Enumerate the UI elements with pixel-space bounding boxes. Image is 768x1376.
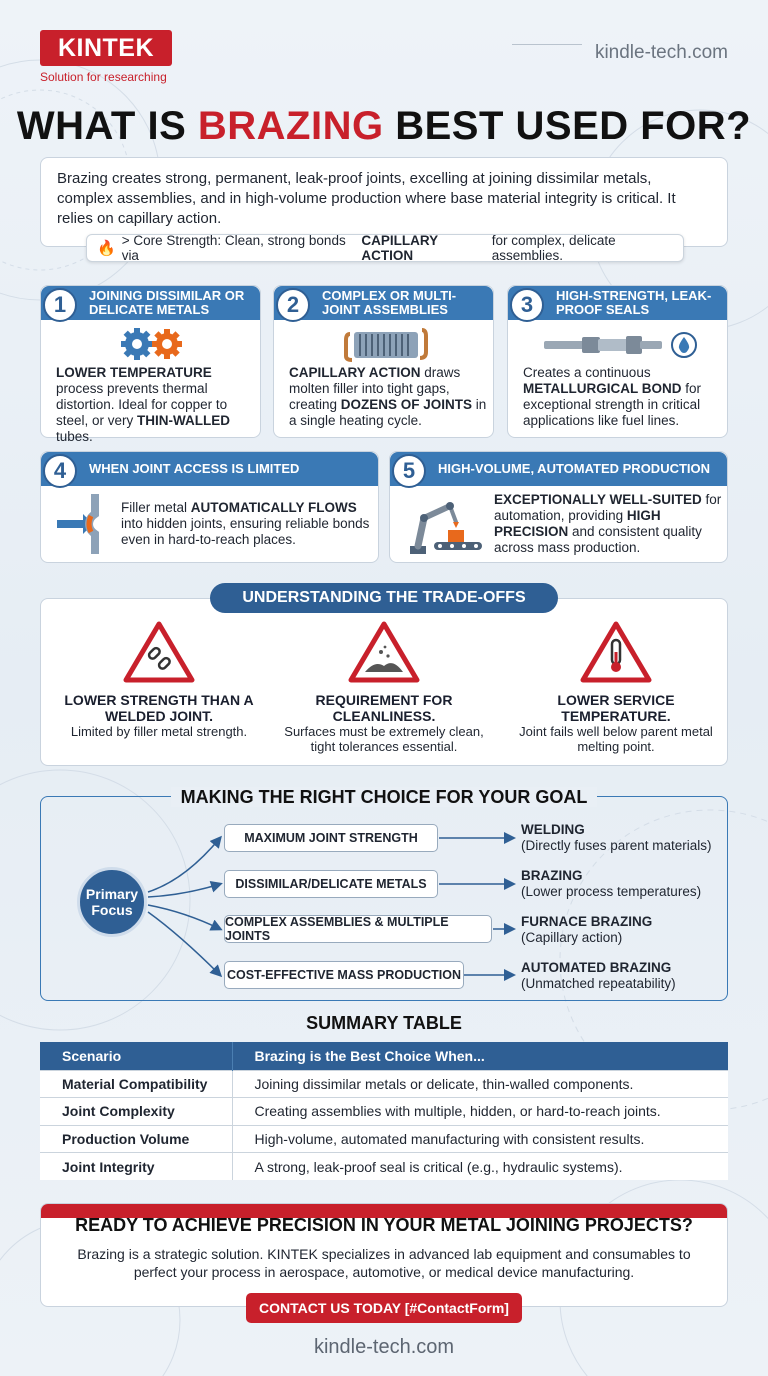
goal-result: BRAZING (Lower process temperatures) <box>521 868 702 899</box>
card-header: WHEN JOINT ACCESS IS LIMITED <box>41 452 378 486</box>
table-header: Brazing is the Best Choice When... <box>232 1042 728 1070</box>
table-cell: Creating assemblies with multiple, hidden, or hard-to-reach joints. <box>232 1098 728 1126</box>
logo-tagline: Solution for researching <box>40 70 167 84</box>
tradeoffs-title: UNDERSTANDING THE TRADE-OFFS <box>210 583 558 613</box>
goal-option: DISSIMILAR/DELICATE METALS <box>224 870 438 898</box>
goal-result: WELDING (Directly fuses parent materials) <box>521 822 712 853</box>
site-url-top[interactable]: kindle-tech.com <box>594 42 728 63</box>
card-header: JOINING DISSIMILAR OR DELICATE METALS <box>41 286 260 320</box>
tradeoff-heading: REQUIREMENT FOR CLEANLINESS. <box>315 692 453 724</box>
table-cell: Joint Complexity <box>40 1098 232 1126</box>
card-text: Creates a continuous METALLURGICAL BOND for exceptional strength in critical applications like fuel lines. <box>523 365 702 428</box>
goal-option: COST-EFFECTIVE MASS PRODUCTION <box>224 961 464 989</box>
table-row <box>40 1125 728 1153</box>
card-number: 3 <box>510 288 544 322</box>
primary-focus-node: Primary Focus <box>77 867 147 937</box>
card-header: COMPLEX OR MULTI-JOINT ASSEMBLIES <box>274 286 493 320</box>
tradeoff-text: Joint fails well below parent metal melting point. <box>519 724 713 754</box>
tradeoff-text: Surfaces must be extremely clean, tight tolerances essential. <box>284 724 484 754</box>
choice-title: MAKING THE RIGHT CHOICE FOR YOUR GOAL <box>0 787 768 808</box>
cta-heading: READY TO ACHIEVE PRECISION IN YOUR METAL JOINING PROJECTS? <box>75 1215 693 1235</box>
table-header-row <box>40 1042 728 1070</box>
summary-table-title: SUMMARY TABLE <box>306 1013 462 1033</box>
tradeoff-heading: LOWER SERVICE TEMPERATURE. <box>557 692 675 724</box>
summary-table <box>40 1042 728 1180</box>
table-cell: Production Volume <box>40 1125 232 1153</box>
goal-option: MAXIMUM JOINT STRENGTH <box>224 824 438 852</box>
core-strength-banner: 🔥 > Core Strength: Clean, strong bonds via CAPILLARY ACTION for complex, delicate assemblies. <box>86 234 684 262</box>
intro-text: Brazing creates strong, permanent, leak-proof joints, excelling at joining dissimilar metals, complex assemblies, and in high-volume production where base material integrity is critical. It relies on capillary action. <box>40 157 728 247</box>
card-number: 5 <box>392 454 426 488</box>
table-cell: Material Compatibility <box>40 1070 232 1098</box>
table-row <box>40 1098 728 1126</box>
cta-text: Brazing is a strategic solution. KINTEK specializes in advanced lab equipment and consumables to perfect your process in aerospace, automotive, or medical device manufacturing. <box>77 1246 691 1280</box>
card-text: Filler metal AUTOMATICALLY FLOWS into hidden joints, ensuring reliable bonds even in hard-to-reach places. <box>121 500 370 547</box>
card-number: 2 <box>276 288 310 322</box>
contact-button[interactable]: CONTACT US TODAY [#ContactForm] <box>246 1293 522 1323</box>
table-header: Scenario <box>40 1042 232 1070</box>
table-cell: A strong, leak-proof seal is critical (e.g., hydraulic systems). <box>232 1153 728 1181</box>
card-number: 1 <box>43 288 77 322</box>
goal-result: AUTOMATED BRAZING (Unmatched repeatability) <box>521 960 676 991</box>
tradeoff-heading: LOWER STRENGTH THAN A WELDED JOINT. <box>64 692 254 724</box>
table-cell: Joint Integrity <box>40 1153 232 1181</box>
table-cell: Joining dissimilar metals or delicate, thin-walled components. <box>232 1070 728 1098</box>
card-header: HIGH-STRENGTH, LEAK-PROOF SEALS <box>508 286 727 320</box>
card-header: HIGH-VOLUME, AUTOMATED PRODUCTION <box>390 452 727 486</box>
fire-icon: 🔥 <box>97 240 116 257</box>
table-row <box>40 1070 728 1098</box>
table-cell: High-volume, automated manufacturing with consistent results. <box>232 1125 728 1153</box>
goal-result: FURNACE BRAZING (Capillary action) <box>521 914 653 945</box>
site-url-bottom[interactable]: kindle-tech.com <box>313 1336 455 1358</box>
card-text: CAPILLARY ACTION draws molten filler into tight gaps, creating DOZENS OF JOINTS in a single heating cycle. <box>289 365 487 428</box>
tradeoff-text: Limited by filler metal strength. <box>70 724 248 739</box>
logo: KINTEK <box>40 30 172 66</box>
table-row <box>40 1153 728 1181</box>
card-text: EXCEPTIONALLY WELL-SUITED for automation, providing HIGH PRECISION and consistent quality across mass production. <box>494 492 722 555</box>
goal-option: COMPLEX ASSEMBLIES & MULTIPLE JOINTS <box>224 915 492 943</box>
page-title: WHAT IS BRAZING BEST USED FOR? <box>16 104 752 148</box>
card-text: LOWER TEMPERATURE process prevents thermal distortion. Ideal for copper to steel, or very THIN-WALLED tubes. <box>56 365 231 444</box>
card-number: 4 <box>43 454 77 488</box>
